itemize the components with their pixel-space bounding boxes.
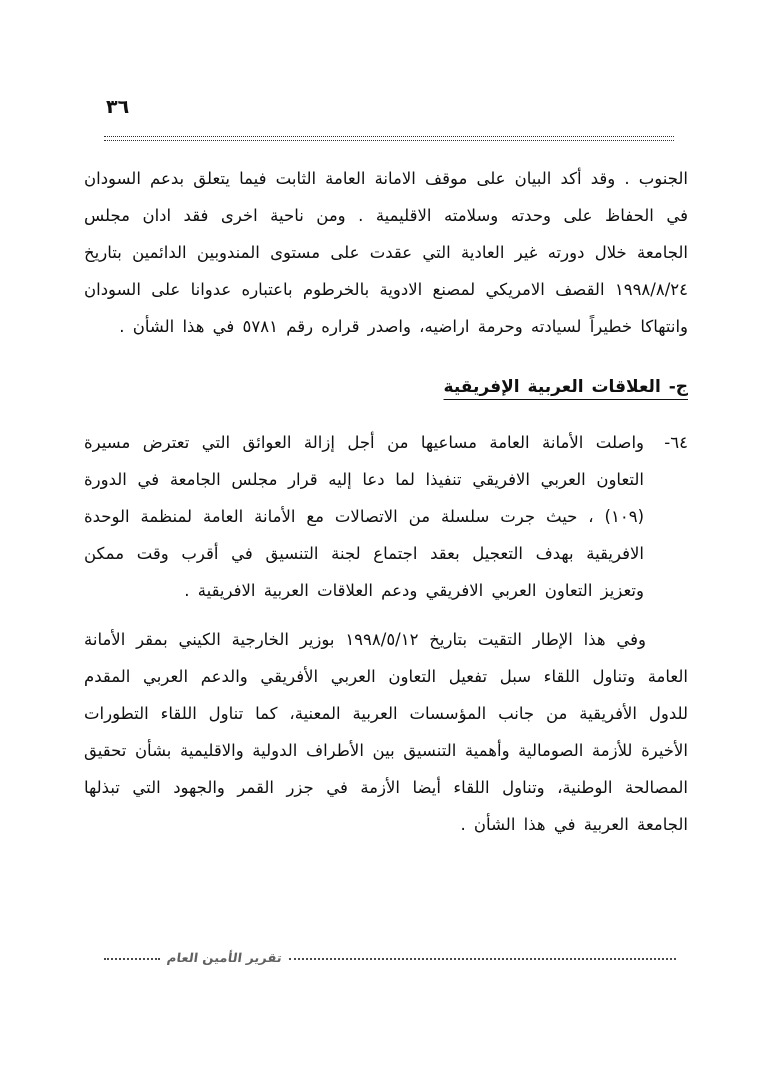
paragraph-sudan: الجنوب . وقد أكد البيان على موقف الامانة العامة الثابت فيما يتعلق بدعم السودان في الحفاظ على وحدته وسلامته الاقليمية . ومن ناحية اخرى فقد ادان مجلس الجامعة خلال دورته غير العادية التي عقدت على مستوى المندوبين الدائمين بتاريخ ١٩٩٨/٨/٢٤ القصف الامريكي لمصنع الادوية بالخرطوم باعتباره عدوانا على السودان وانتهاكا خطيراً لسيادته وحرمة اراضيه، واصدر قراره رقم ٥٧٨١ في هذا الشأن . [84,169,688,336]
paragraph-cooperation: واصلت الأمانة العامة مساعيها من أجل إزالة العوائق التي تعترض مسيرة التعاون العربي الافريقي تنفيذا لما دعا إليه قرار مجلس الجامعة في الدورة (١٠٩) ، حيث جرت سلسلة من الاتصالات مع الأمانة العامة لمنظمة الوحدة الافريقية بهدف التعجيل بعقد اجتماع لجنة التنسيق في أقرب وقت ممكن وتعزيز التعاون العربي الافريقي ودعم العلاقات العربية الافريقية . [84,433,644,600]
numbered-paragraph-64 [84,424,688,609]
paragraph-kenya-meeting: وفي هذا الإطار التقيت بتاريخ ١٩٩٨/٥/١٢ بوزير الخارجية الكيني بمقر الأمانة العامة وتناول اللقاء سبل تفعيل التعاون العربي الأفريقي والدعم العربي المقدم للدول الأفريقية من جانب المؤسسات العربية المعنية، كما تناول اللقاء التطورات الأخيرة للأزمة الصومالية وأهمية التنسيق بين الأطراف الدولية والاقليمية بشأن تحقيق المصالحة الوطنية، وتناول اللقاء أيضا الأزمة في جزر القمر والجهود التي تبذلها الجامعة العربية في هذا الشأن . [84,630,688,834]
dotted-rule-left [104,958,160,960]
section-heading-arab-african-relations: ج- العلاقات العربية الإفريقية [443,377,688,397]
page-number: ٣٦ [106,96,130,118]
header-divider [104,136,674,141]
footer-note: تقرير الأمين العام [165,951,283,966]
document-body [84,160,688,843]
dotted-rule-right [289,958,676,960]
page-footer [104,951,676,966]
item-number: ٦٤- [664,433,688,452]
